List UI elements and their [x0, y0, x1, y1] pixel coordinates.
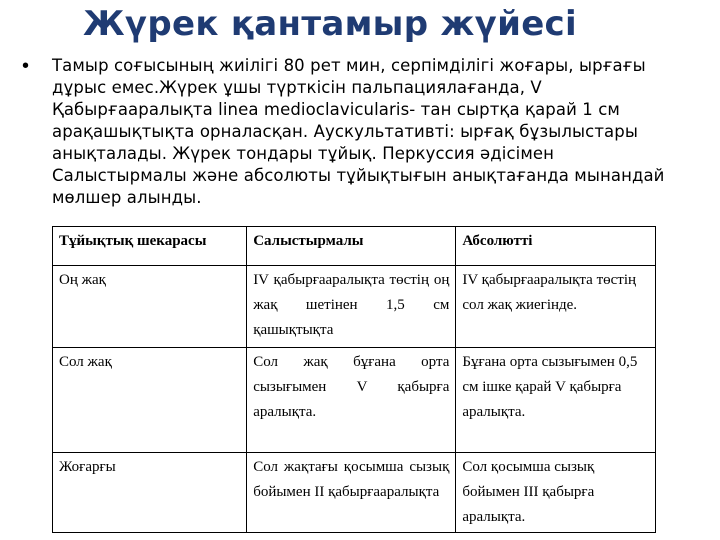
header-border: Тұйықтық шекарасы: [53, 227, 247, 266]
cell-absolute: IV қабырғааралықта төстің сол жақ жиегінде.: [456, 266, 656, 348]
header-relative: Салыстырмалы: [247, 227, 456, 266]
cell-relative: Сол жақ бұғана орта сызығымен V қабырға аралықта.: [247, 348, 456, 453]
table-header-row: [53, 227, 656, 266]
percussion-table: [52, 226, 656, 533]
cell-border: Жоғарғы: [53, 453, 247, 533]
slide-title: Жүрек қантамыр жүйесі: [83, 4, 577, 44]
table-row: [53, 266, 656, 348]
header-absolute: Абсолютті: [456, 227, 656, 266]
bullet-icon: •: [22, 55, 30, 77]
cell-relative: Сол жақтағы қосымша сызық бойымен II қабырғааралықта: [247, 453, 456, 533]
cell-border: Оң жақ: [53, 266, 247, 348]
bullet-text: Тамыр соғысының жиілігі 80 рет мин, серпімділігі жоғары, ырғағы дұрыс емес.Жүрек ұшы түрткісін пальпациялағанда, V Қабырғааралықта linea medioclavicularis- тан сыртқа қарай 1 см арақашықтықта орналасқан. Аускультативті: ырғақ бұзылыстары анықталады. Жүрек тондары тұйық. Перкуссия әдісімен Салыстырмалы және абсолюты тұйықтығын анықтағанда мынандай мөлшер алынды.: [52, 56, 665, 207]
cell-border: Сол жақ: [53, 348, 247, 453]
cell-absolute: Сол қосымша сызық бойымен III қабырға аралықта.: [456, 453, 656, 533]
bullet-paragraph: [22, 55, 692, 209]
table-row: [53, 453, 656, 533]
cell-absolute: Бұғана орта сызығымен 0,5 см ішке қарай V қабырға аралықта.: [456, 348, 656, 453]
table-row: [53, 348, 656, 453]
cell-relative: IV қабырғааралықта төстің оң жақ шетінен 1,5 см қашықтықта: [247, 266, 456, 348]
